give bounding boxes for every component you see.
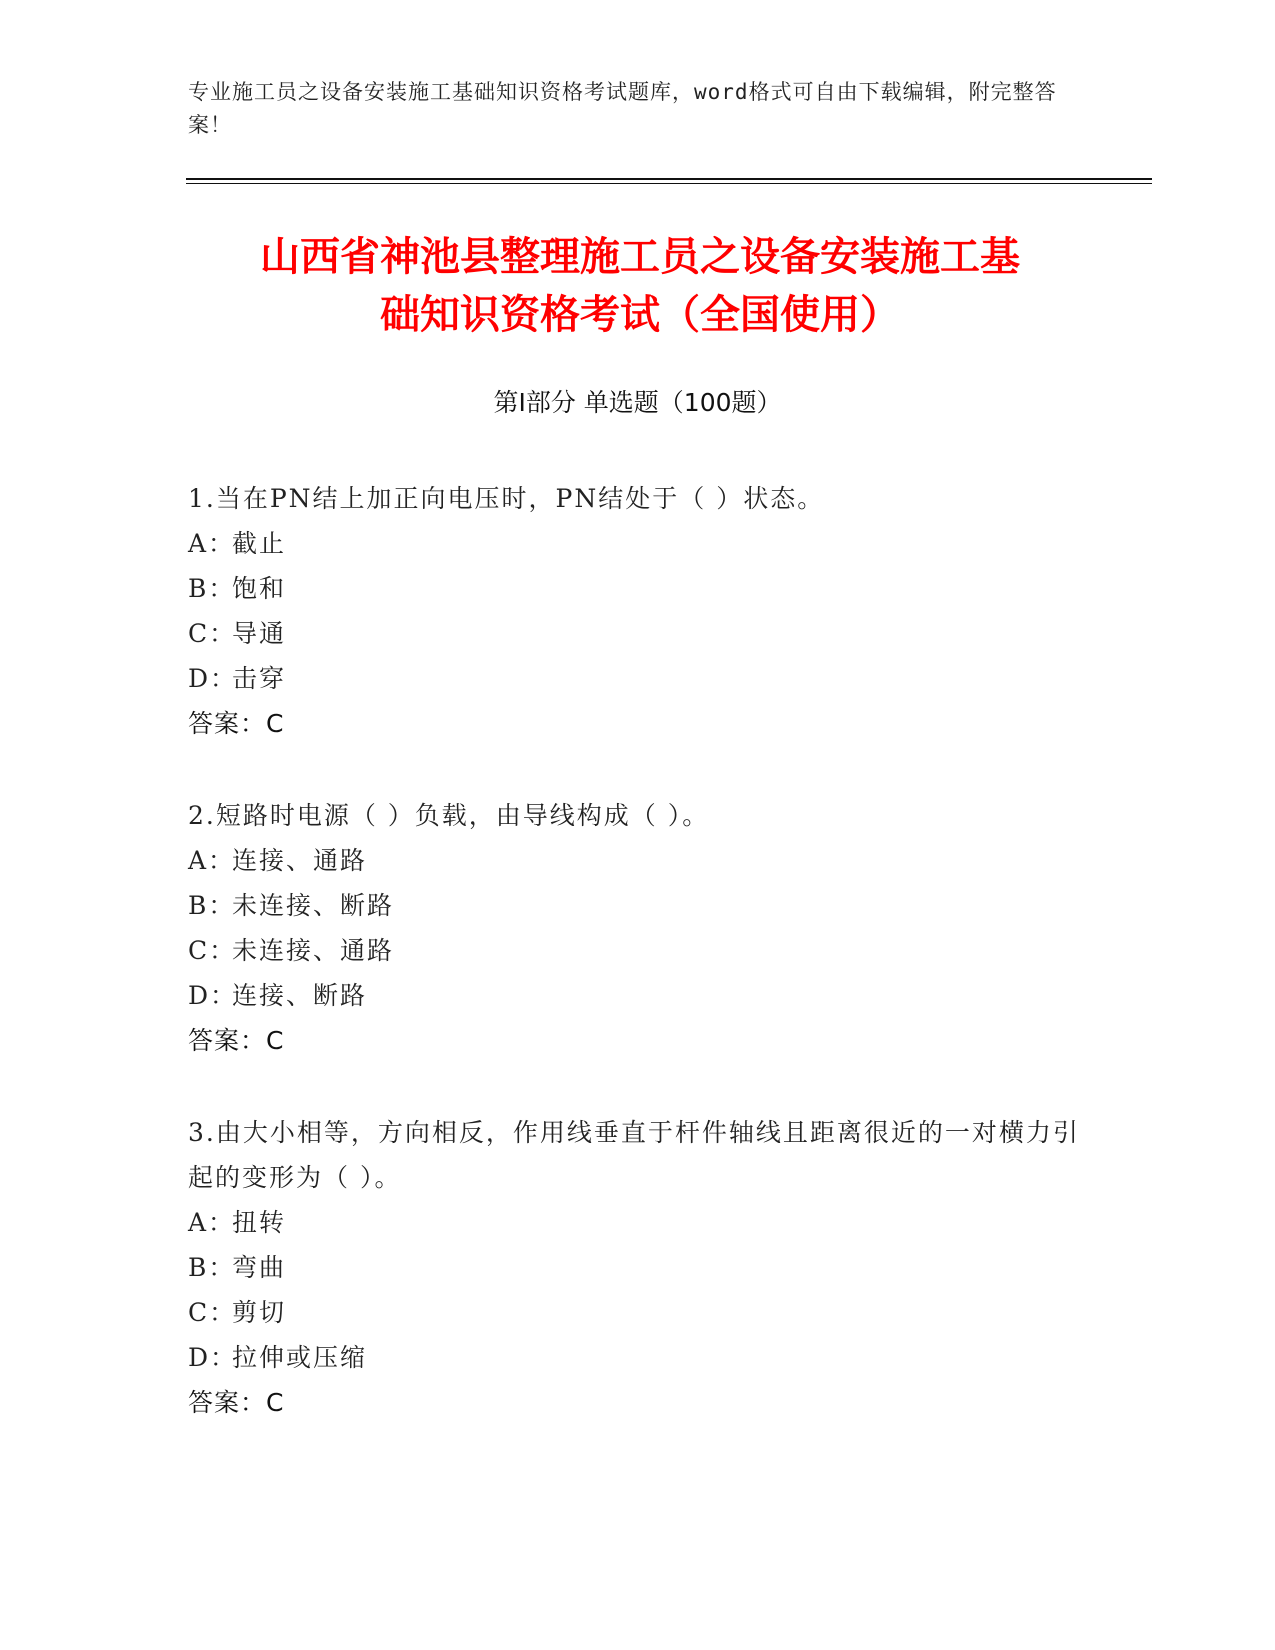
option-text: 导通 <box>232 619 287 648</box>
option-key: D： <box>188 664 238 693</box>
option-key: C： <box>188 619 237 648</box>
header-note: 专业施工员之设备安装施工基础知识资格考试题库，word格式可自由下载编辑，附完整答案！ <box>188 80 1057 137</box>
answer: 答案：C <box>188 709 285 738</box>
header-divider-thick <box>186 178 1152 180</box>
question-1 <box>188 476 1088 746</box>
option-c <box>188 928 1088 973</box>
option-b <box>188 566 1088 611</box>
option-key: B： <box>188 891 236 920</box>
question-stem: 1.当在PN结上加正向电压时，PN结处于（ ）状态。 <box>188 484 825 513</box>
document-title-line1: 山西省神池县整理施工员之设备安装施工基 <box>260 234 1020 280</box>
question-list <box>188 476 1088 1472</box>
option-key: A： <box>188 529 236 558</box>
option-text: 截止 <box>232 529 287 558</box>
answer: 答案：C <box>188 1026 285 1055</box>
option-a <box>188 1200 1088 1245</box>
option-text: 拉伸或压缩 <box>232 1343 368 1372</box>
question-stem: 2.短路时电源（ ）负载，由导线构成（ ）。 <box>188 801 710 830</box>
option-key: B： <box>188 1253 236 1282</box>
section-title: 第I部分 单选题（100题） <box>493 388 782 417</box>
option-text: 连接、断路 <box>232 981 368 1010</box>
option-b <box>188 883 1088 928</box>
option-key: C： <box>188 936 237 965</box>
option-text: 击穿 <box>232 664 287 693</box>
option-c <box>188 1290 1088 1335</box>
option-key: A： <box>188 1208 236 1237</box>
option-key: D： <box>188 981 238 1010</box>
question-stem: 3.由大小相等，方向相反，作用线垂直于杆件轴线且距离很近的一对横力引起的变形为（ ）。 <box>188 1118 1080 1192</box>
option-text: 扭转 <box>232 1208 287 1237</box>
option-a <box>188 838 1088 883</box>
option-d <box>188 1335 1088 1380</box>
option-key: D： <box>188 1343 238 1372</box>
option-b <box>188 1245 1088 1290</box>
question-3 <box>188 1110 1088 1425</box>
option-text: 弯曲 <box>232 1253 287 1282</box>
option-key: B： <box>188 574 236 603</box>
document-title <box>170 228 1110 344</box>
answer: 答案：C <box>188 1388 285 1417</box>
question-2 <box>188 793 1088 1063</box>
option-text: 饱和 <box>232 574 287 603</box>
option-key: A： <box>188 846 236 875</box>
option-text: 未连接、断路 <box>232 891 395 920</box>
option-d <box>188 973 1088 1018</box>
option-a <box>188 521 1088 566</box>
option-c <box>188 611 1088 656</box>
option-text: 未连接、通路 <box>232 936 395 965</box>
option-key: C： <box>188 1298 237 1327</box>
option-text: 连接、通路 <box>232 846 368 875</box>
option-d <box>188 656 1088 701</box>
option-text: 剪切 <box>232 1298 287 1327</box>
header-divider-thin <box>186 183 1152 184</box>
document-title-line2: 础知识资格考试（全国使用） <box>380 292 900 338</box>
